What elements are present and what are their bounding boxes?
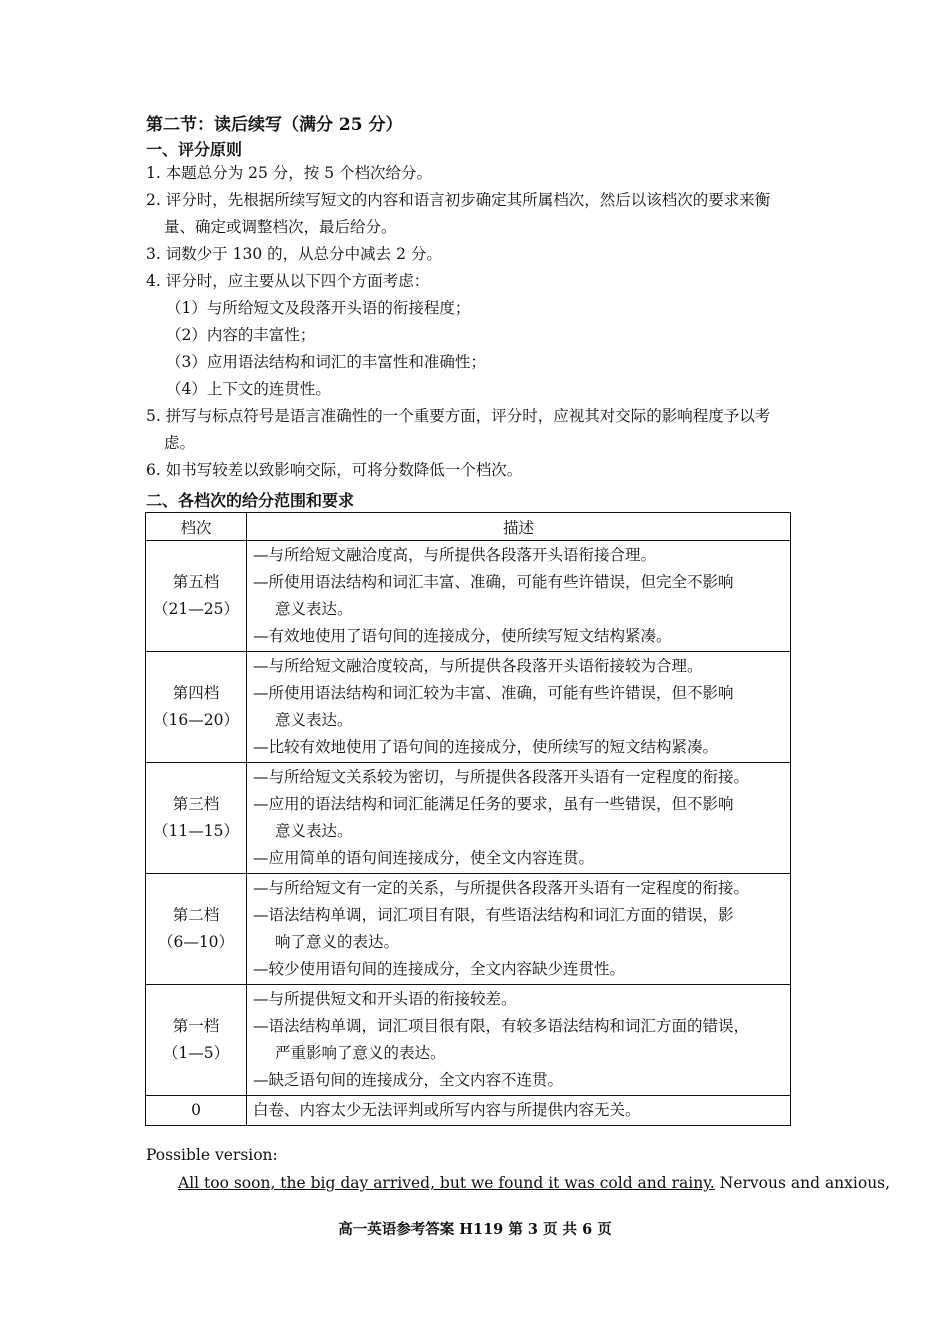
desc-header: 描述 — [247, 513, 791, 541]
sub-rule: （1）与所给短文及段落开头语的衔接程度； — [166, 299, 471, 317]
level-cell — [146, 541, 247, 652]
desc-cell: —与所提供短文和开头语的衔接较差。 —语法结构单调，词汇项目很有限，有较多语法结构和词汇方面的错误， 严重影响了意义的表达。 —缺乏语句间的连接成分，全文内容不连贯。 — [247, 985, 791, 1096]
page-footer: 高一英语参考答案 H119 第 3 页 共 6 页 — [338, 1221, 612, 1238]
level-cell — [146, 985, 247, 1096]
level-range: （1—5） — [162, 1044, 230, 1062]
level-range: （6—10） — [157, 933, 235, 951]
table-row — [146, 652, 791, 763]
section-title: 第二节：读后续写（满分 25 分） — [146, 115, 403, 135]
sub-rule: （2）内容的丰富性； — [166, 326, 316, 344]
essay-continuation: Nervous and anxious, — [714, 1174, 891, 1192]
level-name: 第三档 — [172, 795, 220, 813]
desc-cell: 白卷、内容太少无法评判或所写内容与所提供内容无关。 — [247, 1096, 791, 1126]
level-cell — [146, 874, 247, 985]
level-range: （21—25） — [153, 600, 239, 618]
part1-heading: 一、评分原则 — [146, 140, 243, 159]
sub-rule: （4）上下文的连贯性。 — [166, 380, 331, 398]
desc-cell: —与所给短文融洽度较高，与所提供各段落开头语衔接较为合理。 —所使用语法结构和词汇较为丰富、准确，可能有些许错误，但不影响 意义表达。 —比较有效地使用了语句间的连接成分，使所续写的短文结构紧凑。 — [247, 652, 791, 763]
table-row-zero — [146, 1096, 791, 1126]
essay-underlined-sentence: All too soon, the big day arrived, but we found it was cold and rainy. — [178, 1174, 715, 1192]
desc-cell: —与所给短文有一定的关系，与所提供各段落开头语有一定程度的衔接。 —语法结构单调，词汇项目有限，有些语法结构和词汇方面的错误，影 响了意义的表达。 —较少使用语句间的连接成分，全文内容缺少连贯性。 — [247, 874, 791, 985]
rule-item: 5. 拼写与标点符号是语言准确性的一个重要方面，评分时，应视其对交际的影响程度予以考 虑。 — [146, 407, 771, 452]
table-row — [146, 874, 791, 985]
level-range: （16—20） — [153, 711, 239, 729]
level-name: 第五档 — [172, 573, 220, 591]
level-range: （11—15） — [153, 822, 239, 840]
table-row — [146, 541, 791, 652]
level-name: 第二档 — [172, 906, 220, 924]
rule-item: 4. 评分时，应主要从以下四个方面考虑： — [146, 272, 430, 290]
scoring-levels-table — [145, 512, 791, 1126]
desc-cell: —与所给短文融洽度高，与所提供各段落开头语衔接合理。 —所使用语法结构和词汇丰富、准确，可能有些许错误，但完全不影响 意义表达。 —有效地使用了语句间的连接成分，使所续写短文结构紧凑。 — [247, 541, 791, 652]
rule-item: 6. 如书写较差以致影响交际，可将分数降低一个档次。 — [146, 461, 523, 479]
scoring-rules — [146, 160, 816, 484]
table-header-row — [146, 513, 791, 541]
table-row — [146, 985, 791, 1096]
sub-rule: （3）应用语法结构和词汇的丰富性和准确性； — [166, 353, 486, 371]
rule-item: 3. 词数少于 130 的，从总分中减去 2 分。 — [146, 245, 442, 263]
level-name: 第一档 — [172, 1017, 220, 1035]
essay-first-line — [178, 1174, 891, 1192]
rule-item: 1. 本题总分为 25 分，按 5 个档次给分。 — [146, 164, 433, 182]
desc-cell: —与所给短文关系较为密切，与所提供各段落开头语有一定程度的衔接。 —应用的语法结构和词汇能满足任务的要求，虽有一些错误，但不影响 意义表达。 —应用简单的语句间连接成分，使全文内容连贯。 — [247, 763, 791, 874]
level-name: 第四档 — [172, 684, 220, 702]
part2-heading: 二、各档次的给分范围和要求 — [146, 491, 355, 510]
level-header: 档次 — [146, 513, 247, 541]
level-cell — [146, 652, 247, 763]
rule-item: 2. 评分时，先根据所续写短文的内容和语言初步确定其所属档次，然后以该档次的要求来衡 量、确定或调整档次，最后给分。 — [146, 191, 771, 236]
possible-version-label: Possible version: — [146, 1146, 278, 1164]
level-cell — [146, 763, 247, 874]
table-row — [146, 763, 791, 874]
level-cell: 0 — [146, 1096, 247, 1126]
